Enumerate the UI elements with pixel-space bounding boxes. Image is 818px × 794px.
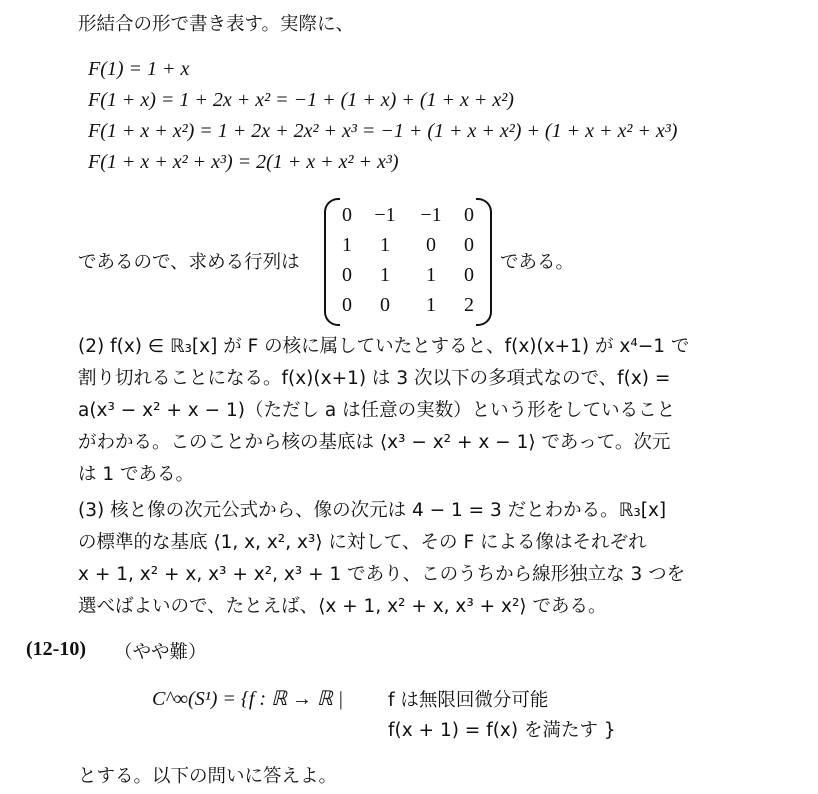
definition-lhs: C^∞(S¹) = {f : ℝ → ℝ | xyxy=(152,688,344,710)
part3-line-3: x + 1, x² + x, x³ + x², x³ + 1 であり、このうちから線形独立な 3 つを xyxy=(78,564,686,585)
transformation-matrix xyxy=(324,198,492,322)
part2-line-5: は 1 である。 xyxy=(78,464,195,485)
equation-3: F(1 + x + x²) = 1 + 2x + 2x² + x³ = −1 + (1 + x + x²) + (1 + x + x² + x³) xyxy=(88,120,678,142)
definition-condition-1: f は無限回微分可能 xyxy=(388,690,549,711)
part2-line-3: a(x³ − x² + x − 1)（ただし a は任意の実数）という形をしていること xyxy=(78,400,676,421)
part2-line-1: (2) f(x) ∈ ℝ₃[x] が F の核に属していたとすると、f(x)(x+1) が x⁴−1 で xyxy=(78,336,690,357)
equation-2: F(1 + x) = 1 + 2x + x² = −1 + (1 + x) + (1 + x + x²) xyxy=(88,89,514,111)
matrix-cell: 0 xyxy=(342,264,352,286)
equation-1: F(1) = 1 + x xyxy=(88,58,190,80)
matrix-cell: −1 xyxy=(374,204,396,226)
definition-condition-2: f(x + 1) = f(x) を満たす } xyxy=(388,720,616,741)
matrix-cell: 2 xyxy=(464,294,474,316)
matrix-cell: 0 xyxy=(464,204,474,226)
matrix-cell: 1 xyxy=(426,294,436,316)
matrix-cell: 1 xyxy=(342,234,352,256)
matrix-cell: 1 xyxy=(380,264,390,286)
problem-difficulty: （やや難） xyxy=(114,642,207,663)
matrix-cell: 0 xyxy=(342,204,352,226)
intro-text: 形結合の形で書き表す。実際に、 xyxy=(78,14,355,35)
matrix-sentence-after: である。 xyxy=(500,252,575,273)
part3-line-4: 選べばよいので、たとえば、⟨x + 1, x² + x, x³ + x²⟩ である。 xyxy=(78,596,607,617)
matrix-cell: 0 xyxy=(464,264,474,286)
equation-4: F(1 + x + x² + x³) = 2(1 + x + x² + x³) xyxy=(88,151,399,173)
matrix-cell: 0 xyxy=(426,234,436,256)
matrix-sentence-before: であるので、求める行列は xyxy=(78,252,300,273)
matrix-cell: 0 xyxy=(380,294,390,316)
part3-line-2: の標準的な基底 ⟨1, x, x², x³⟩ に対して、その F による像はそれぞれ xyxy=(78,532,647,553)
matrix-cell: −1 xyxy=(420,204,442,226)
closing-text: とする。以下の問いに答えよ。 xyxy=(78,766,338,787)
matrix-cell: 1 xyxy=(380,234,390,256)
problem-number: (12-10) xyxy=(26,638,86,660)
matrix-cell: 0 xyxy=(342,294,352,316)
matrix-cell: 1 xyxy=(426,264,436,286)
part3-line-1: (3) 核と像の次元公式から、像の次元は 4 − 1 = 3 だとわかる。ℝ₃[x] xyxy=(78,500,667,521)
matrix-cell: 0 xyxy=(464,234,474,256)
part2-line-2: 割り切れることになる。f(x)(x+1) は 3 次以下の多項式なので、f(x) = xyxy=(78,368,671,389)
part2-line-4: がわかる。このことから核の基底は ⟨x³ − x² + x − 1⟩ であって。次元 xyxy=(78,432,671,453)
